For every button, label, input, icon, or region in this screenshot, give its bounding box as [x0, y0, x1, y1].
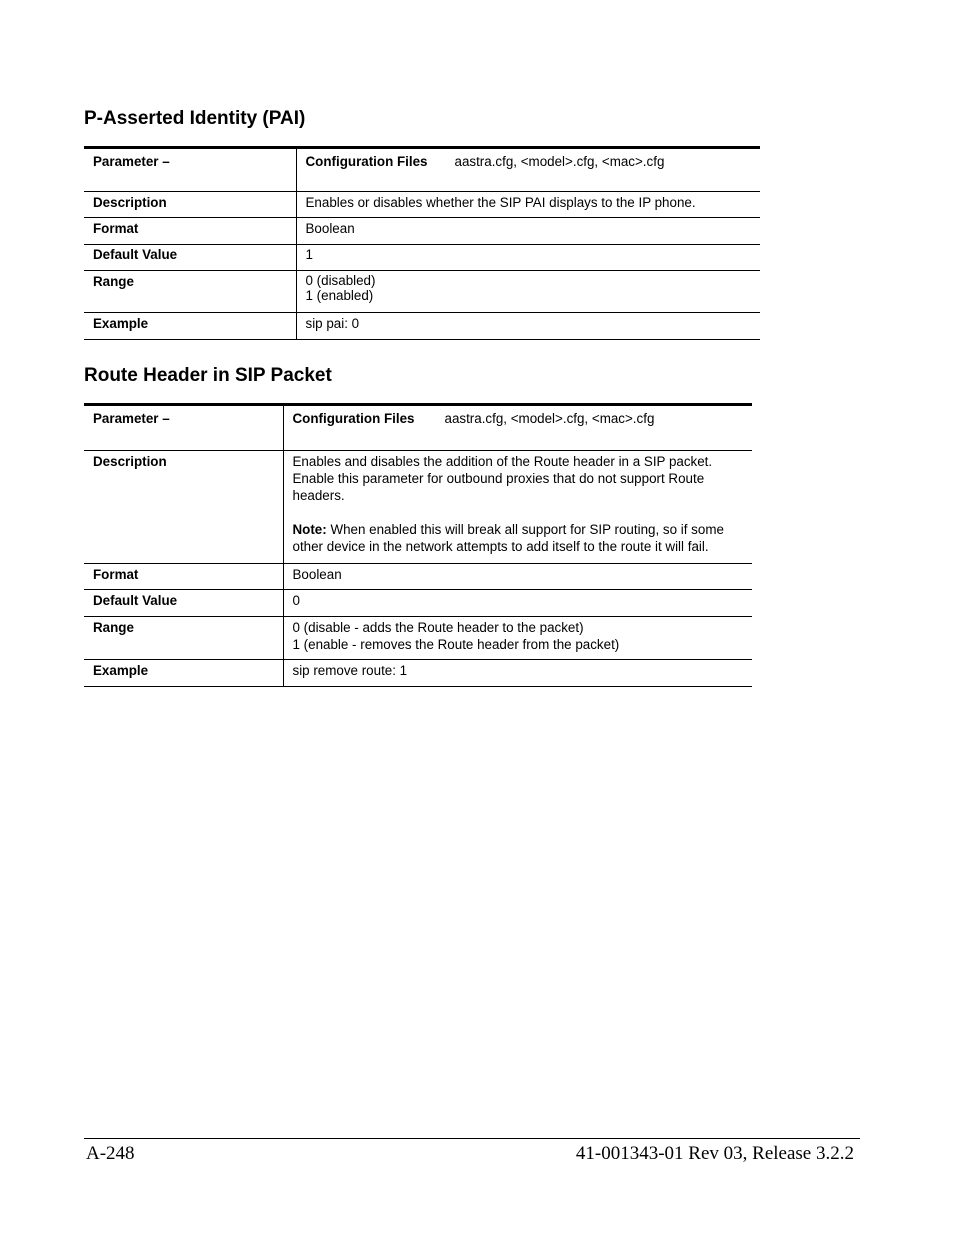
description-value: Enables or disables whether the SIP PAI displays to the IP phone. — [296, 192, 760, 218]
default-value: 0 — [283, 590, 752, 617]
parameter-label: Parameter – — [93, 411, 170, 426]
table-row — [84, 313, 760, 340]
table-row — [84, 245, 760, 271]
config-files-value: aastra.cfg, <model>.cfg, <mac>.cfg — [444, 411, 655, 426]
range-label: Range — [84, 271, 296, 313]
table-row — [84, 564, 752, 590]
paragraph-spacer — [293, 504, 749, 521]
page-number: A-248 — [86, 1143, 135, 1164]
description-label: Description — [84, 192, 296, 218]
table-row — [84, 451, 752, 564]
section-title-route-header: Route Header in SIP Packet — [84, 365, 332, 386]
format-value: Boolean — [296, 218, 760, 245]
route-header-parameter-table — [84, 403, 752, 687]
table-row — [84, 148, 760, 192]
section-title-pai: P-Asserted Identity (PAI) — [84, 108, 306, 129]
note-label: Note: — [292, 522, 327, 537]
range-label: Range — [84, 617, 283, 660]
range-values — [296, 271, 760, 313]
table-row — [84, 218, 760, 245]
config-files-label: Configuration Files — [292, 411, 415, 426]
format-label: Format — [84, 218, 296, 245]
config-files-cell — [296, 148, 760, 192]
example-value: sip pai: 0 — [296, 313, 760, 340]
example-label: Example — [84, 313, 296, 340]
config-files-cell — [283, 405, 752, 451]
description-cell — [283, 451, 752, 564]
example-label: Example — [84, 660, 283, 687]
table-row — [84, 617, 752, 660]
parameter-label-cell — [84, 405, 283, 451]
range-value-item: 1 (enabled) — [305, 288, 374, 303]
note-text: When enabled this will break all support for SIP routing, so if some other device in the network attempts to add itself to the route it will fail. — [292, 522, 724, 554]
parameter-label: Parameter – — [93, 154, 170, 169]
range-values — [283, 617, 752, 660]
range-value-item: 0 (disable - adds the Route header to the packet) — [292, 620, 584, 635]
config-files-value: aastra.cfg, <model>.cfg, <mac>.cfg — [454, 154, 665, 169]
description-value: Enables and disables the addition of the Route header in a SIP packet. Enable this parameter for outbound proxies that do not support Route headers. — [292, 454, 713, 503]
format-label: Format — [84, 564, 283, 590]
table-row — [84, 192, 760, 218]
parameter-label-cell — [84, 148, 296, 192]
format-value: Boolean — [283, 564, 752, 590]
pai-parameter-table — [84, 146, 760, 340]
description-label: Description — [84, 451, 283, 564]
table-row — [84, 405, 752, 451]
default-value-label: Default Value — [84, 590, 283, 617]
table-row — [84, 590, 752, 617]
config-files-label: Configuration Files — [305, 154, 428, 169]
description-note — [293, 521, 749, 555]
default-value-label: Default Value — [84, 245, 296, 271]
range-value-item: 0 (disabled) — [305, 273, 376, 288]
table-row — [84, 660, 752, 687]
default-value: 1 — [296, 245, 760, 271]
document-id: 41-001343-01 Rev 03, Release 3.2.2 — [575, 1143, 854, 1164]
footer-divider — [84, 1138, 860, 1139]
example-value: sip remove route: 1 — [283, 660, 752, 687]
table-row — [84, 271, 760, 313]
range-value-item: 1 (enable - removes the Route header from the packet) — [292, 637, 620, 652]
